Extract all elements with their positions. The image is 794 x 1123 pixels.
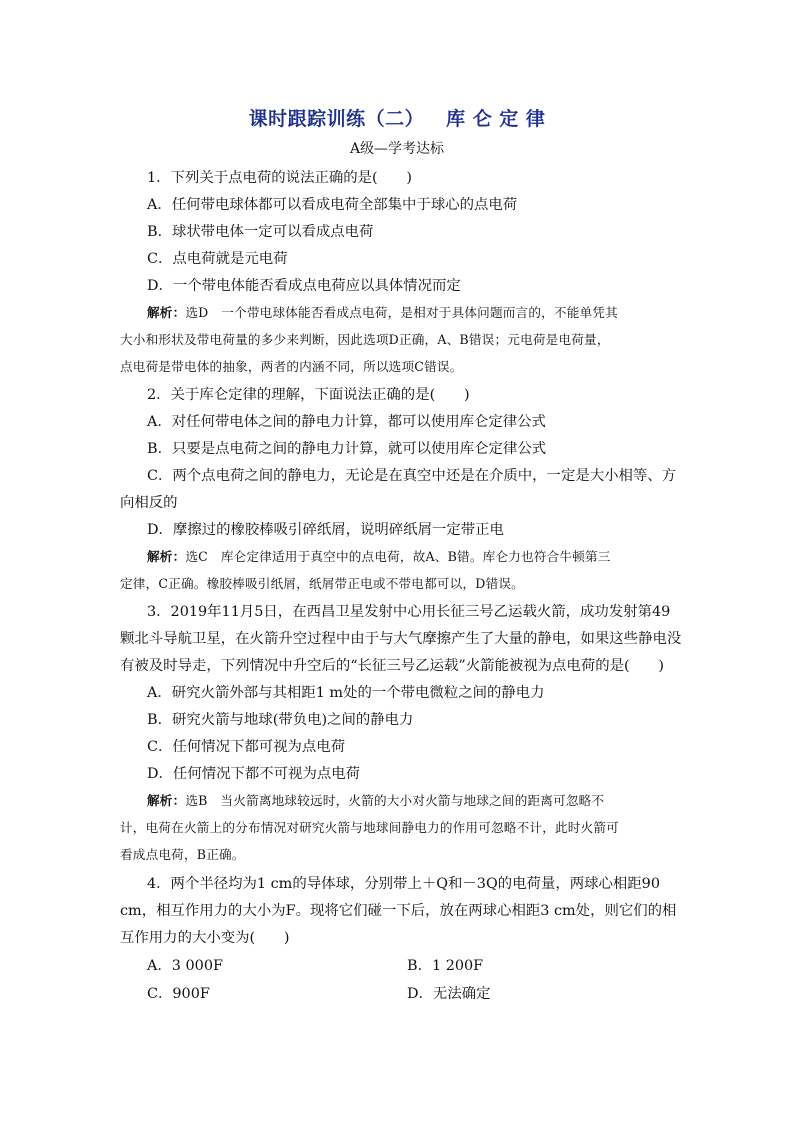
q2-solution-line-1 (147, 546, 611, 565)
q3-solution-text-1: 选B 当火箭离地球较远时，火箭的大小对火箭与地球之间的距离可忽略不 (185, 793, 605, 808)
q4-stem-line-2: cm，相互作用力的大小为F。现将它们碰一下后，放在两球心相距3 cm处，则它们的相 (120, 903, 677, 919)
q3-option-d: D．任何情况下都不可视为点电荷 (147, 766, 361, 782)
q1-option-a: A．任何带电球体都可以看成电荷全部集中于球心的点电荷 (147, 197, 518, 213)
q3-solution-line-1 (147, 790, 604, 809)
level-heading: A级—学考达标 (349, 141, 445, 157)
q1-solution-text-1: 选D 一个带电球体能否看成点电荷，是相对于具体问题而言的，不能单凭其 (185, 305, 618, 320)
q1-solution-line-3: 点电荷是带电体的抽象，两者的内涵不同，所以选项C错误。 (120, 359, 463, 374)
q2-stem: 2．关于库仑定律的理解，下面说法正确的是( ) (147, 387, 470, 403)
q3-stem-line-1: 3．2019年11月5日，在西昌卫星发射中心用长征三号乙运载火箭，成功发射第49 (147, 604, 671, 620)
q3-solution-label: 解析： (147, 793, 186, 808)
q4-option-a: A．3 000F (147, 958, 223, 974)
q1-option-c: C．点电荷就是元电荷 (147, 251, 288, 267)
q1-option-b: B．球状带电体一定可以看成点电荷 (147, 224, 374, 240)
q4-option-d: D．无法确定 (407, 986, 491, 1002)
q1-solution-line-2: 大小和形状及带电荷量的多少来判断，因此选项D正确，A、B错误；元电荷是电荷量， (120, 332, 610, 347)
q4-stem-line-1: 4．两个半径均为1 cm的导体球，分别带上＋Q和－3Q的电荷量，两球心相距90 (147, 876, 660, 892)
q3-solution-line-3: 看成点电荷，B正确。 (120, 847, 245, 862)
q3-option-b: B．研究火箭与地球(带负电)之间的静电力 (147, 712, 414, 728)
q2-option-d: D．摩擦过的橡胶棒吸引碎纸屑，说明碎纸屑一定带正电 (147, 522, 504, 538)
q3-solution-line-2: 计，电荷在火箭上的分布情况对研究火箭与地球间静电力的作用可忽略不计，此时火箭可 (120, 820, 619, 835)
q3-stem-line-3: 有被及时导走，下列情况中升空后的“长征三号乙运载”火箭能被视为点电荷的是( ) (120, 658, 665, 674)
q2-option-c-line-1: C．两个点电荷之间的静电力，无论是在真空中还是在介质中，一定是大小相等、方 (147, 468, 677, 484)
q3-stem-line-2: 颗北斗导航卫星，在火箭升空过程中由于与大气摩擦产生了大量的静电，如果这些静电没 (120, 631, 682, 647)
q3-option-c: C．任何情况下都可视为点电荷 (147, 739, 346, 755)
q4-option-c: C．900F (147, 986, 210, 1002)
q2-solution-line-2: 定律，C正确。橡胶棒吸引纸屑，纸屑带正电或不带电都可以，D错误。 (120, 576, 524, 591)
q2-option-b: B．只要是点电荷之间的静电力计算，就可以使用库仑定律公式 (147, 441, 547, 457)
q1-solution-label: 解析： (147, 305, 186, 320)
q1-solution-line-1 (147, 302, 618, 321)
q3-option-a: A．研究火箭外部与其相距1 m处的一个带电微粒之间的静电力 (147, 685, 545, 701)
page-title (0, 104, 794, 131)
q2-solution-text-1: 选C 库仑定律适用于真空中的点电荷，故A、B错。库仑力也符合牛顿第三 (185, 549, 611, 564)
q4-stem-line-3: 互作用力的大小变为( ) (120, 930, 290, 946)
q2-option-a: A．对任何带电体之间的静电力计算，都可以使用库仑定律公式 (147, 414, 546, 430)
title-main: 课时跟踪训练（二） (248, 108, 425, 130)
q4-option-b: B．1 200F (407, 958, 484, 974)
title-topic: 库 仑 定 律 (446, 108, 546, 130)
q1-option-d: D．一个带电体能否看成点电荷应以具体情况而定 (147, 278, 461, 294)
q2-solution-label: 解析： (147, 549, 186, 564)
q2-option-c-line-2: 向相反的 (120, 495, 178, 511)
q1-stem: 1．下列关于点电荷的说法正确的是( ) (147, 170, 413, 186)
